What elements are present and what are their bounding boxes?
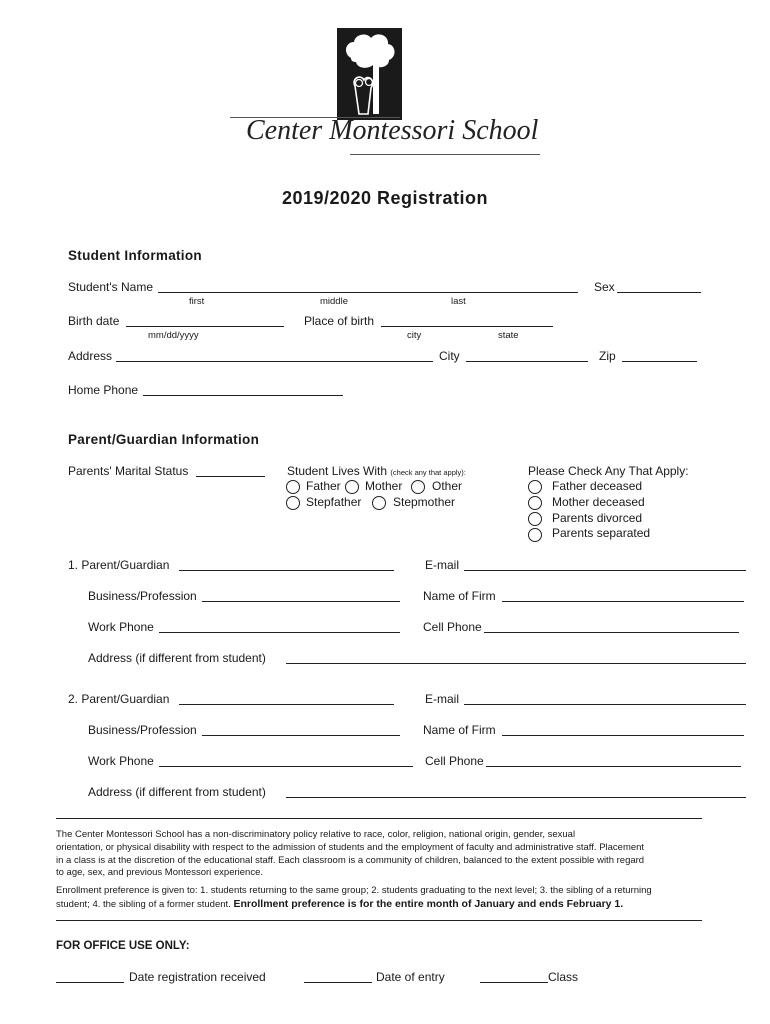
home-phone-field[interactable] <box>143 395 343 396</box>
date-received-field[interactable] <box>56 982 124 983</box>
check-any-label: Please Check Any That Apply: <box>528 464 689 478</box>
guardian2-business-field[interactable] <box>202 735 400 736</box>
guardian1-cell-phone-field[interactable] <box>484 632 739 633</box>
enrollment-deadline: Enrollment preference is for the entire month of January and ends February 1. <box>233 897 624 910</box>
guardian2-email-field[interactable] <box>464 704 746 705</box>
guardian2-label: 2. Parent/Guardian <box>68 692 170 706</box>
policy-line-3: in a class is at the discretion of the educational staff. Each classroom is a community of children, balanced to the extent possible with regard <box>56 854 645 866</box>
guardian2-address-field[interactable] <box>286 797 746 798</box>
student-section-heading: Student Information <box>68 248 202 263</box>
guardian1-name-field[interactable] <box>179 570 394 571</box>
enrollment-line-2 <box>56 898 716 912</box>
other-radio[interactable] <box>411 480 425 494</box>
enrollment-paragraph <box>56 885 716 912</box>
city-field[interactable] <box>466 361 588 362</box>
policy-line-2: orientation, or physical disability with respect to the admission of students and the employment of faculty and administrative staff. Placement <box>56 841 645 853</box>
marital-status-label: Parents' Marital Status <box>68 464 189 478</box>
guardian1-work-phone-label: Work Phone <box>88 620 154 634</box>
address-field[interactable] <box>116 361 433 362</box>
guardian2-firm-field[interactable] <box>502 735 744 736</box>
city-label: City <box>439 349 460 363</box>
guardian1-business-field[interactable] <box>202 601 400 602</box>
policy-paragraph <box>56 829 716 880</box>
class-field[interactable] <box>480 982 548 983</box>
father-deceased-label: Father deceased <box>552 479 643 493</box>
guardian2-cell-phone-label: Cell Phone <box>425 754 484 768</box>
guardian2-cell-phone-field[interactable] <box>486 766 741 767</box>
father-radio[interactable] <box>286 480 300 494</box>
tree-logo-icon <box>337 28 402 120</box>
policy-divider-top <box>56 818 702 819</box>
parents-divorced-label: Parents divorced <box>552 511 643 525</box>
birth-date-field[interactable] <box>126 326 284 327</box>
policy-line-1: The Center Montessori School has a non-discriminatory policy relative to race, color, religion, national origin, gender, sexual <box>56 829 576 840</box>
guardian1-email-label: E-mail <box>425 558 460 572</box>
guardian1-address-label: Address (if different from student) <box>88 651 266 665</box>
zip-field[interactable] <box>622 361 697 362</box>
guardian2-address-label: Address (if different from student) <box>88 785 266 799</box>
stepfather-option-label: Stepfather <box>306 495 362 509</box>
parent-section-heading: Parent/Guardian Information <box>68 432 260 447</box>
stepfather-radio[interactable] <box>286 496 300 510</box>
father-deceased-radio[interactable] <box>528 480 542 494</box>
sub-label-first: first <box>189 296 205 307</box>
sex-field[interactable] <box>617 292 701 293</box>
guardian2-name-field[interactable] <box>179 704 394 705</box>
marital-status-field[interactable] <box>196 476 265 477</box>
date-entry-label: Date of entry <box>376 970 445 984</box>
sub-label-city: city <box>407 330 422 341</box>
birth-place-label: Place of birth <box>304 314 375 328</box>
sex-label: Sex <box>594 280 615 294</box>
parents-separated-radio[interactable] <box>528 528 542 542</box>
class-label: Class <box>548 970 579 984</box>
guardian1-label: 1. Parent/Guardian <box>68 558 170 572</box>
guardian2-work-phone-label: Work Phone <box>88 754 154 768</box>
stepmother-radio[interactable] <box>372 496 386 510</box>
stepmother-option-label: Stepmother <box>393 495 456 509</box>
guardian2-business-label: Business/Profession <box>88 723 197 737</box>
logo-rule-bottom <box>350 154 540 155</box>
office-use-heading: FOR OFFICE USE ONLY: <box>56 940 190 952</box>
mother-deceased-radio[interactable] <box>528 496 542 510</box>
zip-label: Zip <box>599 349 616 363</box>
lives-with-note: (check any that apply): <box>390 468 466 477</box>
home-phone-label: Home Phone <box>68 383 139 397</box>
date-entry-field[interactable] <box>304 982 372 983</box>
guardian1-firm-field[interactable] <box>502 601 744 602</box>
parents-divorced-radio[interactable] <box>528 512 542 526</box>
mother-deceased-label: Mother deceased <box>552 495 645 509</box>
sub-label-state: state <box>498 330 519 341</box>
policy-divider-bottom <box>56 920 702 921</box>
guardian1-work-phone-field[interactable] <box>159 632 400 633</box>
sub-label-last: last <box>451 296 466 307</box>
birth-place-field[interactable] <box>381 326 553 327</box>
address-label: Address <box>68 349 113 363</box>
sub-label-middle: middle <box>320 296 348 307</box>
guardian1-business-label: Business/Profession <box>88 589 197 603</box>
guardian2-email-label: E-mail <box>425 692 460 706</box>
birth-date-label: Birth date <box>68 314 120 328</box>
parents-separated-label: Parents separated <box>552 526 651 540</box>
student-name-label: Student's Name <box>68 280 154 294</box>
lives-with-title: Student Lives With <box>287 464 388 478</box>
guardian1-firm-label: Name of Firm <box>423 589 496 603</box>
guardian1-address-field[interactable] <box>286 663 746 664</box>
policy-line-4: to age, sex, and previous Montessori experience. <box>56 867 264 879</box>
father-option-label: Father <box>306 479 341 493</box>
mother-option-label: Mother <box>365 479 403 493</box>
enrollment-line-1: Enrollment preference is given to: 1. students returning to the same group; 2. students graduating to the next level; 3. the sibling of a returning <box>56 885 652 896</box>
guardian2-work-phone-field[interactable] <box>159 766 413 767</box>
student-name-field[interactable] <box>158 292 578 293</box>
lives-with-label <box>287 464 466 478</box>
page-title: 2019/2020 Registration <box>281 188 489 208</box>
mother-radio[interactable] <box>345 480 359 494</box>
date-received-label: Date registration received <box>129 970 266 984</box>
guardian1-email-field[interactable] <box>464 570 746 571</box>
enrollment-line-2-text: student; 4. the sibling of a former student. <box>56 898 231 910</box>
birth-date-format: mm/dd/yyyy <box>148 330 199 341</box>
other-option-label: Other <box>432 479 463 493</box>
guardian2-firm-label: Name of Firm <box>423 723 496 737</box>
logo-school-name: Center Montessori School <box>246 115 539 146</box>
guardian1-cell-phone-label: Cell Phone <box>423 620 482 634</box>
